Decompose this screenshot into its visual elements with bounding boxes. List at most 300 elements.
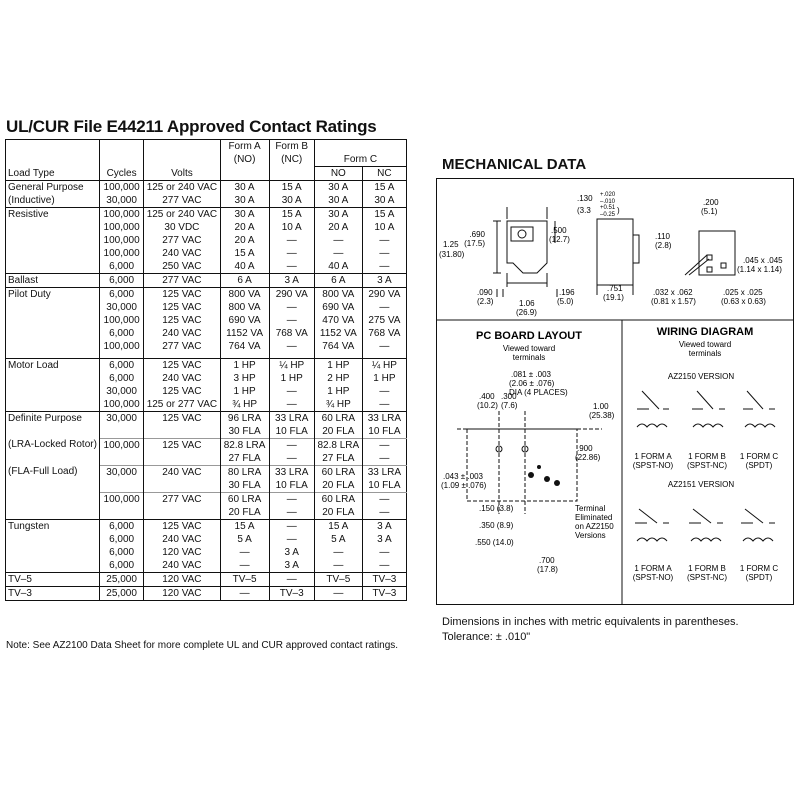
cell-b: 3 A	[269, 273, 314, 287]
wiring-form-b-2: (SPST-NC)	[687, 461, 727, 470]
cell-cycles: 100,000	[99, 207, 143, 221]
cell-load: (Inductive)	[8, 194, 55, 206]
cell-no: 20 FLA	[314, 425, 362, 439]
dim-d751: .751	[607, 284, 623, 293]
cell-no: 20 A	[314, 221, 362, 234]
cell-a: 60 LRA	[220, 492, 269, 506]
pcb-d700m: (17.8)	[537, 565, 558, 574]
cell-volts: 125 or 240 VAC	[144, 207, 220, 221]
pcb-title: PC BOARD LAYOUT	[476, 330, 582, 342]
mechanical-drawing	[437, 179, 793, 604]
cell-b: ¼ HP	[269, 358, 314, 372]
table-row	[6, 247, 407, 260]
cell-cycles: 30,000	[99, 385, 143, 398]
cell-a: —	[220, 586, 269, 600]
wiring-form-c-2b: (SPDT)	[745, 573, 773, 582]
cell-cycles: 6,000	[99, 559, 143, 573]
ratings-note: Note: See AZ2100 Data Sheet for more complete UL and CUR approved contact ratings.	[6, 640, 399, 651]
header-form-b: Form B (NC)	[269, 140, 314, 167]
cell-cycles: 6,000	[99, 273, 143, 287]
cell-b: 10 A	[269, 221, 314, 234]
cell-nc: —	[362, 385, 406, 398]
cell-b: —	[269, 492, 314, 506]
cell-volts: 240 VAC	[144, 327, 220, 340]
cell-a: 6 A	[220, 273, 269, 287]
dim-d025: .025 x .025	[723, 288, 763, 297]
wiring-form-b-2b: (SPST-NC)	[687, 573, 727, 582]
cell-a: 15 A	[220, 519, 269, 533]
mechanical-data-panel	[436, 178, 794, 605]
cell-b: —	[269, 572, 314, 586]
cell-b: 33 LRA	[269, 465, 314, 479]
cell-nc: ¼ HP	[362, 358, 406, 372]
cell-volts: 240 VAC	[144, 372, 220, 385]
cell-cycles: 100,000	[99, 314, 143, 327]
cell-cycles: 100,000	[99, 234, 143, 247]
cell-load	[6, 247, 100, 260]
dim-d33-tol2: –0.25	[600, 212, 616, 218]
cell-volts: 125 VAC	[144, 519, 220, 533]
cell-volts: 240 VAC	[144, 465, 220, 479]
cell-cycles: 100,000	[99, 492, 143, 506]
table-row	[6, 358, 407, 372]
mechanical-data-title: MECHANICAL DATA	[442, 156, 587, 173]
cell-cycles: 6,000	[99, 519, 143, 533]
cell-load	[6, 385, 100, 398]
wiring-title: WIRING DIAGRAM	[656, 326, 754, 338]
header-form-c-nc: NC	[362, 166, 406, 180]
cell-volts: 277 VAC	[144, 340, 220, 353]
pcb-term-2: Eliminated	[575, 513, 613, 522]
cell-cycles: 30,000	[99, 465, 143, 479]
cell-a: 30 A	[220, 180, 269, 194]
cell-a: 30 FLA	[220, 425, 269, 439]
cell-a: 15 A	[220, 247, 269, 260]
wiring-version-az2151: AZ2151 VERSION	[667, 480, 735, 489]
pcb-pads	[496, 446, 528, 452]
wiring-form-b-1: 1 FORM B	[688, 452, 726, 461]
cell-load	[6, 425, 100, 439]
cell-no: 82.8 LRA	[314, 438, 362, 452]
cell-load	[6, 492, 100, 506]
cell-a: 30 A	[220, 194, 269, 208]
cell-load	[6, 372, 100, 385]
cell-no: 764 VA	[314, 340, 362, 353]
cell-volts: 125 VAC	[144, 314, 220, 327]
header-cycles: Cycles	[99, 140, 143, 181]
cell-nc: 10 FLA	[362, 479, 406, 493]
cell-load: Resistive	[6, 207, 100, 221]
cell-load	[6, 452, 100, 466]
cell-volts: 277 VAC	[144, 234, 220, 247]
dim-d125m: (31.80)	[439, 250, 465, 259]
wiring-version-az2150: AZ2150 VERSION	[667, 372, 735, 381]
cell-a: 30 FLA	[220, 479, 269, 493]
dim-d130: .130	[577, 194, 593, 203]
cell-no: 60 LRA	[314, 465, 362, 479]
cell-b: —	[269, 234, 314, 247]
cell-b: —	[269, 314, 314, 327]
cell-cycles	[99, 425, 143, 439]
cell-nc: 275 VA	[362, 314, 406, 327]
table-row	[6, 260, 407, 274]
cell-load: (FLA-Full Load)	[8, 466, 78, 478]
cell-a: 96 LRA	[220, 411, 269, 425]
cell-load	[6, 559, 100, 573]
cell-load	[6, 340, 100, 353]
cell-a: 20 A	[220, 234, 269, 247]
cell-nc: 3 A	[362, 273, 406, 287]
cell-a: 800 VA	[220, 287, 269, 301]
dim-d33-close: )	[617, 206, 620, 215]
cell-a: 27 FLA	[220, 452, 269, 466]
cell-no: 20 FLA	[314, 506, 362, 520]
cell-nc: 10 A	[362, 221, 406, 234]
cell-cycles: 6,000	[99, 533, 143, 546]
cell-cycles: 6,000	[99, 327, 143, 340]
cell-no: 20 FLA	[314, 479, 362, 493]
cell-b: —	[269, 533, 314, 546]
cell-nc: 1 HP	[362, 372, 406, 385]
cell-cycles: 100,000	[99, 221, 143, 234]
dim-d200: .200	[703, 198, 719, 207]
table-row	[6, 327, 407, 340]
wiring-form-b-1b: 1 FORM B	[688, 564, 726, 573]
cell-nc: 768 VA	[362, 327, 406, 340]
pcb-d100m: (25.38)	[589, 411, 615, 420]
cell-load	[6, 479, 100, 493]
pcb-d043m: (1.09 ± .076)	[441, 481, 487, 490]
dim-d690: .690	[469, 230, 485, 239]
cell-a: 3 HP	[220, 372, 269, 385]
pcb-viewed-2: terminals	[512, 353, 546, 362]
dim-d045: .045 x .045	[743, 256, 783, 265]
cell-nc: 30 A	[362, 194, 406, 208]
table-row	[6, 273, 407, 287]
cell-no: ¾ HP	[314, 398, 362, 412]
table-row	[6, 452, 407, 466]
table-row	[6, 314, 407, 327]
cell-volts: 240 VAC	[144, 533, 220, 546]
cell-volts: 125 VAC	[144, 411, 220, 425]
cell-volts	[144, 425, 220, 439]
cell-volts: 120 VAC	[144, 546, 220, 559]
pcb-d300m: (7.6)	[501, 401, 518, 410]
dim-d130-tol2: –.010	[600, 199, 616, 205]
cell-b: —	[269, 247, 314, 260]
cell-a: TV–5	[220, 572, 269, 586]
cell-b: 3 A	[269, 559, 314, 573]
cell-load	[6, 506, 100, 520]
cell-volts: 240 VAC	[144, 559, 220, 573]
cell-nc: —	[362, 398, 406, 412]
table-row	[6, 287, 407, 301]
cell-b: 1 HP	[269, 372, 314, 385]
relay-front-view	[493, 207, 557, 297]
cell-load	[6, 398, 100, 412]
cell-cycles: 6,000	[99, 372, 143, 385]
cell-nc: —	[362, 234, 406, 247]
cell-cycles: 30,000	[99, 411, 143, 425]
pcb-d150: .150 (3.8)	[479, 504, 514, 513]
cell-no: 800 VA	[314, 287, 362, 301]
cell-cycles: 25,000	[99, 572, 143, 586]
dim-d110: .110	[655, 232, 670, 241]
cell-no: 30 A	[314, 207, 362, 221]
dim-d106: 1.06	[519, 299, 535, 308]
cell-a: 40 A	[220, 260, 269, 274]
cell-load: Definite Purpose	[6, 411, 100, 425]
cell-b: —	[269, 519, 314, 533]
cell-cycles: 6,000	[99, 287, 143, 301]
cell-nc: —	[362, 301, 406, 314]
ratings-title: UL/CUR File E44211 Approved Contact Ratings	[6, 117, 377, 136]
table-row	[6, 506, 407, 520]
cell-nc: 290 VA	[362, 287, 406, 301]
cell-volts: 125 VAC	[144, 301, 220, 314]
cell-load	[6, 546, 100, 559]
header-form-c: Form C	[314, 140, 406, 167]
cell-a: 690 VA	[220, 314, 269, 327]
cell-cycles: 6,000	[99, 260, 143, 274]
cell-volts: 125 VAC	[144, 287, 220, 301]
cell-no: 15 A	[314, 519, 362, 533]
pcb-dia: DIA (4 PLACES)	[509, 388, 568, 397]
cell-load	[6, 260, 100, 274]
cell-b: 33 LRA	[269, 411, 314, 425]
cell-no: —	[314, 586, 362, 600]
cell-load: Tungsten	[6, 519, 100, 533]
table-row	[6, 207, 407, 221]
dim-d500m: (12.7)	[549, 235, 570, 244]
wiring-form-a-2: (SPST-NO)	[632, 461, 674, 470]
dim-d025m: (0.63 x 0.63)	[721, 297, 766, 306]
table-row	[6, 559, 407, 573]
cell-no: 40 A	[314, 260, 362, 274]
cell-no: 1 HP	[314, 358, 362, 372]
table-row	[6, 572, 407, 586]
cell-load: Motor Load	[6, 358, 100, 372]
wiring-form-c-1: 1 FORM C	[739, 452, 779, 461]
header-form-a: Form A (NO)	[220, 140, 269, 167]
relay-terminal-view	[685, 231, 735, 275]
wiring-form-a-2b: (SPST-NO)	[632, 573, 674, 582]
table-row	[6, 372, 407, 385]
cell-no: —	[314, 234, 362, 247]
cell-a: —	[220, 546, 269, 559]
cell-no: 1 HP	[314, 385, 362, 398]
cell-b: —	[269, 385, 314, 398]
cell-no: —	[314, 247, 362, 260]
cell-nc: —	[362, 546, 406, 559]
pcb-d081: .081 ± .003	[511, 370, 551, 379]
cell-nc: 10 FLA	[362, 425, 406, 439]
cell-a: 1 HP	[220, 358, 269, 372]
cell-load	[6, 314, 100, 327]
cell-cycles	[99, 506, 143, 520]
cell-volts: 125 or 240 VAC	[144, 180, 220, 194]
pcb-outline	[457, 411, 602, 514]
cell-volts: 120 VAC	[144, 586, 220, 600]
cell-no: 5 A	[314, 533, 362, 546]
cell-load	[6, 234, 100, 247]
cell-load	[6, 327, 100, 340]
cell-b: 30 A	[269, 194, 314, 208]
table-row	[6, 533, 407, 546]
dim-d500: .500	[551, 226, 567, 235]
cell-b: —	[269, 438, 314, 452]
cell-load: Ballast	[6, 273, 100, 287]
cell-volts: 277 VAC	[144, 273, 220, 287]
cell-no: TV–5	[314, 572, 362, 586]
dim-d125: 1.25	[443, 240, 459, 249]
pcb-term-1: Terminal	[575, 504, 606, 513]
cell-b: —	[269, 301, 314, 314]
wiring-form-a-1: 1 FORM A	[634, 452, 672, 461]
cell-no: 30 A	[314, 194, 362, 208]
cell-b: —	[269, 340, 314, 353]
cell-nc: —	[362, 506, 406, 520]
wiring-form-c-2: (SPDT)	[745, 461, 773, 470]
cell-no: 27 FLA	[314, 452, 362, 466]
table-row	[6, 465, 407, 479]
table-row	[6, 194, 407, 208]
cell-nc: 3 A	[362, 533, 406, 546]
cell-load: General Purpose	[6, 180, 100, 194]
cell-volts: 120 VAC	[144, 572, 220, 586]
wiring-viewed-1: Viewed toward	[678, 340, 732, 349]
pcb-d100: 1.00	[593, 402, 609, 411]
cell-cycles: 100,000	[99, 247, 143, 260]
table-row	[6, 546, 407, 559]
cell-a: 20 FLA	[220, 506, 269, 520]
dim-d200m: (5.1)	[701, 207, 718, 216]
cell-nc: —	[362, 438, 406, 452]
cell-cycles: 6,000	[99, 358, 143, 372]
cell-a: 5 A	[220, 533, 269, 546]
cell-b: 10 FLA	[269, 425, 314, 439]
cell-volts	[144, 506, 220, 520]
cell-no: —	[314, 546, 362, 559]
contact-ratings-table	[5, 139, 407, 601]
cell-b: —	[269, 506, 314, 520]
wiring-form-c-1b: 1 FORM C	[739, 564, 779, 573]
wiring-form-a-1b: 1 FORM A	[634, 564, 672, 573]
cell-nc: —	[362, 492, 406, 506]
cell-nc: —	[362, 559, 406, 573]
cell-cycles: 30,000	[99, 194, 143, 208]
pcb-d400: .400	[479, 392, 495, 401]
dim-d090: .090	[477, 288, 493, 297]
cell-cycles: 100,000	[99, 398, 143, 412]
cell-load: TV–3	[6, 586, 100, 600]
cell-load	[6, 221, 100, 234]
pcb-d400m: (10.2)	[477, 401, 498, 410]
cell-a: 82.8 LRA	[220, 438, 269, 452]
dim-d196: .196	[559, 288, 575, 297]
dim-d130-tol1: +.020	[600, 192, 616, 198]
cell-nc: TV–3	[362, 586, 406, 600]
table-row	[6, 411, 407, 425]
cell-cycles: 6,000	[99, 546, 143, 559]
cell-load: Pilot Duty	[6, 287, 100, 301]
cell-no: 1152 VA	[314, 327, 362, 340]
cell-cycles	[99, 452, 143, 466]
cell-no: 6 A	[314, 273, 362, 287]
table-row	[6, 519, 407, 533]
cell-volts: 30 VDC	[144, 221, 220, 234]
cell-cycles: 25,000	[99, 586, 143, 600]
table-row	[6, 221, 407, 234]
table-row	[6, 301, 407, 314]
cell-a: 80 LRA	[220, 465, 269, 479]
cell-a: 1152 VA	[220, 327, 269, 340]
cell-load	[6, 533, 100, 546]
cell-a: 1 HP	[220, 385, 269, 398]
cell-a: ¾ HP	[220, 398, 269, 412]
cell-cycles: 100,000	[99, 180, 143, 194]
pcb-d550: .550 (14.0)	[475, 538, 514, 547]
cell-volts	[144, 452, 220, 466]
cell-a: —	[220, 559, 269, 573]
cell-load: (LRA-Locked Rotor)	[8, 439, 97, 451]
pcb-d300: .300	[501, 392, 517, 401]
pcb-d081m: (2.06 ± .076)	[509, 379, 555, 388]
cell-volts: 125 VAC	[144, 438, 220, 452]
cell-a: 30 A	[220, 207, 269, 221]
cell-nc: 15 A	[362, 207, 406, 221]
cell-b: —	[269, 452, 314, 466]
cell-b: TV–3	[269, 586, 314, 600]
pcb-d350: .350 (8.9)	[479, 521, 514, 530]
table-row	[6, 425, 407, 439]
cell-b: 290 VA	[269, 287, 314, 301]
pcb-d043: .043 ± .003	[443, 472, 483, 481]
header-volts: Volts	[144, 140, 220, 181]
dim-d33-tol1: +0.51	[600, 205, 616, 211]
cell-load	[6, 301, 100, 314]
cell-volts: 250 VAC	[144, 260, 220, 274]
cell-volts	[144, 479, 220, 493]
cell-nc: 15 A	[362, 180, 406, 194]
cell-no: 690 VA	[314, 301, 362, 314]
cell-b: —	[269, 398, 314, 412]
cell-b: 3 A	[269, 546, 314, 559]
dim-d106m: (26.9)	[516, 308, 537, 317]
cell-no: —	[314, 559, 362, 573]
dim-d032: .032 x .062	[653, 288, 693, 297]
pcb-viewed-1: Viewed toward	[502, 344, 556, 353]
dim-d690m: (17.5)	[464, 239, 485, 248]
table-row	[6, 234, 407, 247]
table-row	[6, 385, 407, 398]
cell-no: 2 HP	[314, 372, 362, 385]
cell-no: 30 A	[314, 180, 362, 194]
pcb-term-4: Versions	[575, 531, 606, 540]
cell-nc: —	[362, 452, 406, 466]
cell-volts: 240 VAC	[144, 247, 220, 260]
cell-nc: —	[362, 247, 406, 260]
cell-load: TV–5	[6, 572, 100, 586]
cell-cycles	[99, 479, 143, 493]
cell-volts: 125 VAC	[144, 358, 220, 372]
cell-volts: 125 VAC	[144, 385, 220, 398]
cell-a: 764 VA	[220, 340, 269, 353]
cell-b: 768 VA	[269, 327, 314, 340]
cell-cycles: 30,000	[99, 301, 143, 314]
cell-volts: 277 VAC	[144, 492, 220, 506]
cell-no: 470 VA	[314, 314, 362, 327]
